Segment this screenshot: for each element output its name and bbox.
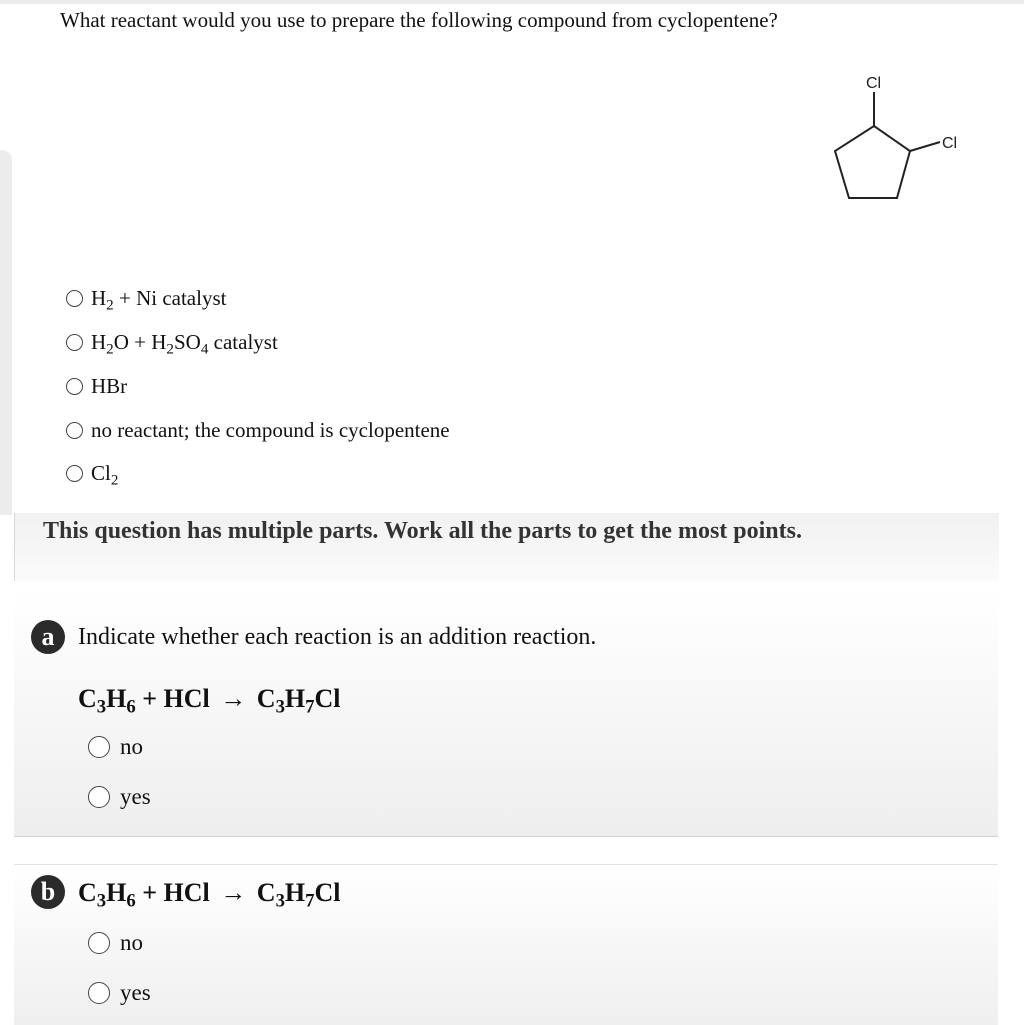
dichlorocyclopentane-structure <box>820 66 980 206</box>
option-label: yes <box>120 784 151 809</box>
part-b-option-no[interactable] <box>88 930 143 956</box>
option-label: no reactant; the compound is cyclopentene <box>91 418 450 442</box>
option-label: $H_2 + Ni$ catalyst <box>91 286 227 314</box>
radio-button[interactable] <box>88 932 110 954</box>
option-label: $H_2O + H_2SO_4$ catalyst <box>91 330 278 358</box>
option-label: no <box>120 930 143 955</box>
cyclopentane-ring <box>835 92 940 198</box>
option-h2-ni[interactable] <box>66 286 227 314</box>
multipart-notice: This question has multiple parts. Work all the parts to get the most points. <box>43 518 802 544</box>
part-b-option-yes[interactable] <box>88 980 151 1006</box>
option-label: no <box>120 734 143 759</box>
option-cl2[interactable] <box>66 461 119 489</box>
radio-button[interactable] <box>88 736 110 758</box>
option-hbr[interactable] <box>66 374 127 399</box>
question-text: What reactant would you use to prepare the following compound from cyclopentene? <box>60 8 778 32</box>
option-h2o-h2so4[interactable] <box>66 330 278 358</box>
bond-right <box>910 142 940 151</box>
part-a-equation: $C_3H_6$ + HCl → $C_3H_7Cl$ <box>78 684 341 718</box>
part-b-equation: $C_3H_6$ + HCl → $C_3H_7Cl$ <box>78 878 341 912</box>
radio-button[interactable] <box>66 378 83 395</box>
radio-button[interactable] <box>66 334 83 351</box>
chlorine-top-label: Cl <box>866 75 882 92</box>
option-no-reactant[interactable] <box>66 418 450 443</box>
option-label: $Cl_2$ <box>91 461 119 489</box>
radio-button[interactable] <box>66 290 83 307</box>
part-a-option-yes[interactable] <box>88 784 151 810</box>
part-a-option-no[interactable] <box>88 734 143 760</box>
left-scroll-strip <box>0 150 12 515</box>
radio-button[interactable] <box>66 465 83 482</box>
part-a-title: Indicate whether each reaction is an addition reaction. <box>78 624 597 650</box>
part-a-badge: a <box>31 620 65 654</box>
part-b-badge: b <box>31 875 65 909</box>
option-label: HBr <box>91 374 128 398</box>
multipart-notice-panel <box>14 513 999 581</box>
chlorine-right-label: Cl <box>942 135 958 152</box>
option-label: yes <box>120 980 151 1005</box>
radio-button[interactable] <box>88 786 110 808</box>
radio-button[interactable] <box>88 982 110 1004</box>
radio-button[interactable] <box>66 422 83 439</box>
top-bar <box>0 0 1024 4</box>
